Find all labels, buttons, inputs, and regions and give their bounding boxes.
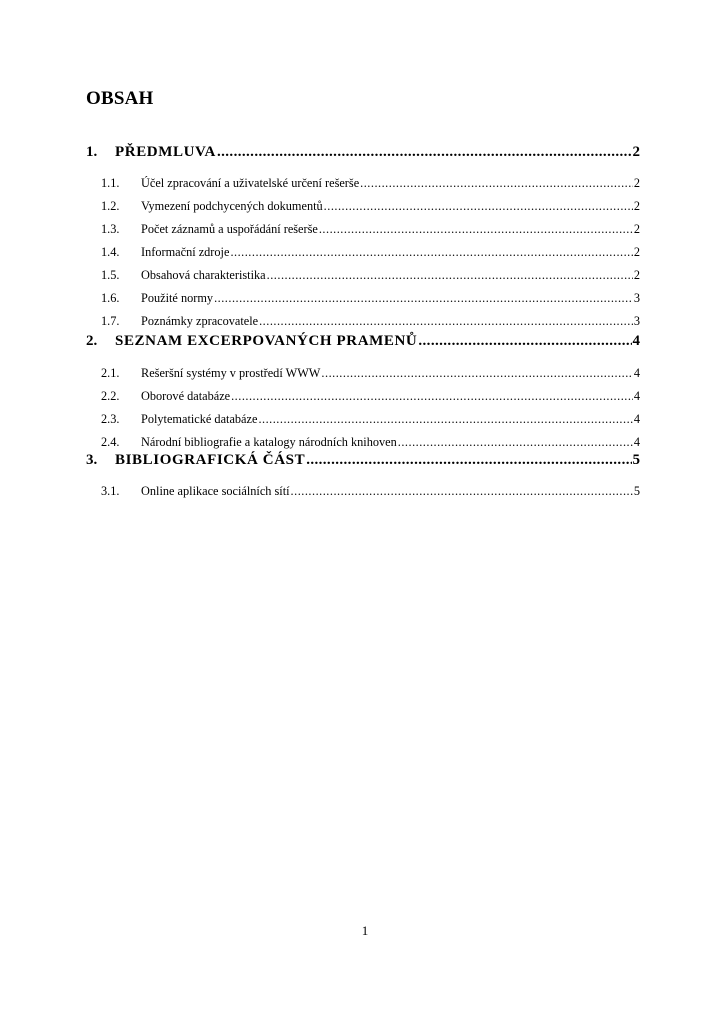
toc-subsection-number: 1.2.	[101, 199, 120, 213]
toc-subsection-1-2[interactable]	[101, 199, 640, 214]
toc-dot-leader	[360, 176, 633, 191]
toc-dot-leader	[321, 366, 632, 381]
toc-section-number: 3.	[86, 452, 98, 468]
toc-section-2[interactable]	[86, 333, 640, 350]
toc-dot-leader	[258, 412, 632, 427]
toc-subsection-1-4[interactable]	[101, 245, 640, 260]
toc-subsection-title: Vymezení podchycených dokumentů	[141, 199, 323, 213]
toc-page-number: 4	[633, 366, 640, 380]
toc-dot-leader	[230, 245, 632, 260]
toc-subsection-title: Obsahová charakteristika	[141, 268, 266, 282]
toc-section-title: BIBLIOGRAFICKÁ ČÁST	[115, 452, 306, 468]
toc-section-number: 2.	[86, 333, 98, 349]
toc-page-number: 2	[633, 222, 640, 236]
toc-page-number: 2	[632, 144, 640, 160]
toc-subsection-title: Polytematické databáze	[141, 412, 258, 426]
toc-subsection-2-4[interactable]	[101, 435, 640, 450]
toc-section-title: SEZNAM EXCERPOVANÝCH PRAMENŮ	[115, 333, 418, 349]
toc-page-number: 3	[633, 314, 640, 328]
toc-dot-leader	[324, 199, 633, 214]
toc-dot-leader	[217, 144, 632, 161]
toc-subsection-number: 2.1.	[101, 366, 120, 380]
toc-dot-leader	[418, 333, 631, 350]
toc-dot-leader	[267, 268, 633, 283]
toc-dot-leader	[231, 389, 633, 404]
toc-section-1[interactable]	[86, 144, 640, 161]
toc-subsection-number: 2.4.	[101, 435, 120, 449]
toc-dot-leader	[319, 222, 633, 237]
toc-page-number: 5	[633, 484, 640, 498]
toc-page-number: 4	[633, 412, 640, 426]
toc-subsection-number: 1.3.	[101, 222, 120, 236]
toc-heading: OBSAH	[86, 88, 154, 109]
toc-subsection-title: Oborové databáze	[141, 389, 231, 403]
toc-subsection-number: 1.1.	[101, 176, 120, 190]
toc-subsection-2-2[interactable]	[101, 389, 640, 404]
toc-dot-leader	[291, 484, 633, 499]
toc-page-number: 4	[632, 333, 640, 349]
toc-page-number: 4	[633, 435, 640, 449]
toc-page-number: 2	[633, 199, 640, 213]
toc-subsection-number: 2.3.	[101, 412, 120, 426]
toc-subsection-number: 1.6.	[101, 291, 120, 305]
toc-subsection-1-5[interactable]	[101, 268, 640, 283]
toc-dot-leader	[306, 452, 631, 469]
toc-page-number: 3	[633, 291, 640, 305]
toc-subsection-2-1[interactable]	[101, 366, 640, 381]
toc-section-3[interactable]	[86, 452, 640, 469]
toc-subsection-title: Rešeršní systémy v prostředí WWW	[141, 366, 321, 380]
toc-dot-leader	[214, 291, 633, 306]
toc-section-title: PŘEDMLUVA	[115, 144, 216, 160]
toc-subsection-2-3[interactable]	[101, 412, 640, 427]
toc-section-number: 1.	[86, 144, 98, 160]
toc-subsection-title: Použité normy	[141, 291, 214, 305]
toc-dot-leader	[398, 435, 633, 450]
toc-subsection-3-1[interactable]	[101, 484, 640, 499]
toc-page-number: 5	[632, 452, 640, 468]
toc-subsection-1-3[interactable]	[101, 222, 640, 237]
toc-page-number: 2	[633, 268, 640, 282]
toc-subsection-1-7[interactable]	[101, 314, 640, 329]
page-footer	[0, 923, 728, 939]
toc-subsection-number: 1.7.	[101, 314, 120, 328]
toc-subsection-title: Online aplikace sociálních sítí	[141, 484, 290, 498]
toc-subsection-1-6[interactable]	[101, 291, 640, 306]
toc-subsection-number: 3.1.	[101, 484, 120, 498]
toc-subsection-number: 1.5.	[101, 268, 120, 282]
toc-subsection-title: Národní bibliografie a katalogy národních knihoven	[141, 435, 397, 449]
toc-subsection-number: 2.2.	[101, 389, 120, 403]
toc-page-number: 2	[633, 245, 640, 259]
page-number: 1	[361, 923, 369, 938]
toc-subsection-title: Účel zpracování a uživatelské určení rešerše	[141, 176, 360, 190]
toc-page-number: 2	[633, 176, 640, 190]
toc-subsection-number: 1.4.	[101, 245, 120, 259]
toc-subsection-title: Počet záznamů a uspořádání rešerše	[141, 222, 318, 236]
toc-subsection-title: Informační zdroje	[141, 245, 230, 259]
toc-page-number: 4	[633, 389, 640, 403]
toc-subsection-1-1[interactable]	[101, 176, 640, 191]
toc-dot-leader	[259, 314, 633, 329]
toc-subsection-title: Poznámky zpracovatele	[141, 314, 259, 328]
